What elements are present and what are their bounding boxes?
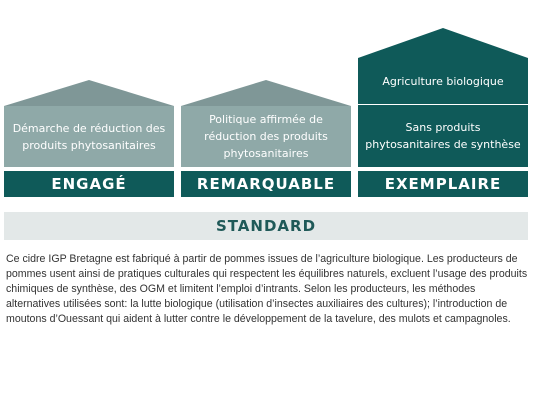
level-label-exemplaire: EXEMPLAIRE	[358, 171, 528, 197]
description-paragraph: Ce cidre IGP Bretagne est fabriqué à partir de pommes issues de l’agriculture biologique. Les producteurs de pommes usent ainsi de pratiques culturales qui respectent les équilibres naturels, excluent l’usage des produits chimiques de synthèse, des OGM et limitent l’emploi d’intrants. Selon les producteurs, les méthodes alternatives utilisées sont: la lutte biologique (utilisation d’insectes auxiliaires des cultures); l’introduction de moutons d’Ouessant qui aident à lutter contre le développement de la tavelure, des mulots et campagnoles.	[6, 253, 528, 325]
level-description: Démarche de réduction des produits phytosanitaires	[4, 106, 174, 167]
level-label-engage: ENGAGÉ	[4, 171, 174, 197]
level-exemplaire	[358, 28, 528, 193]
level-label-remarquable: REMARQUABLE	[181, 171, 351, 197]
level-description: Politique affirmée de réduction des produits phytosanitaires	[181, 106, 351, 167]
roof-shape	[181, 80, 351, 106]
roof-shape	[358, 28, 528, 58]
level-description-top: Agriculture biologique	[358, 58, 528, 104]
level-description-bottom: Sans produits phytosanitaires de synthèse	[358, 105, 528, 167]
level-engage	[4, 80, 174, 193]
roof-shape	[4, 80, 174, 106]
level-standard: STANDARD	[4, 212, 528, 240]
level-remarquable	[181, 80, 351, 193]
